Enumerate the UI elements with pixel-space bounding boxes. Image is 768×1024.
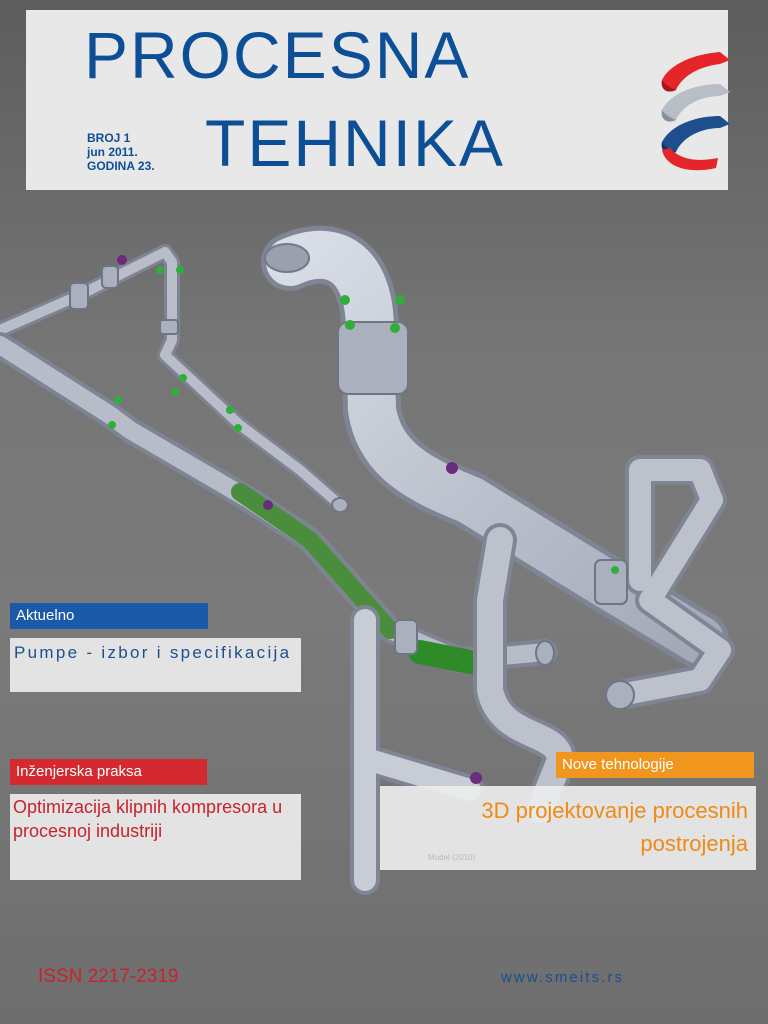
issue-number: BROJ 1 <box>87 131 131 145</box>
section-tag-aktuelno: Aktuelno <box>10 603 208 629</box>
magazine-title-line1: PROCESNA <box>84 18 471 92</box>
website-link[interactable]: www.smeits.rs <box>501 969 625 986</box>
article-teaser-1[interactable] <box>10 638 301 692</box>
article-headline-3: 3D projektovanje procesnih postrojenja <box>481 798 748 856</box>
image-watermark: Model (2010) <box>428 853 476 862</box>
issue-date: jun 2011. <box>87 145 138 159</box>
section-tag-nove-tehnologije: Nove tehnologije <box>556 752 754 778</box>
article-headline-1: Pumpe - izbor i specifikacija <box>14 643 292 662</box>
section-tag-inzenjerska-praksa: Inženjerska praksa <box>10 759 207 785</box>
magazine-title-line2: TEHNIKA <box>205 106 506 180</box>
article-headline-2: Optimizacija klipnih kompresora u procesnoj industriji <box>13 797 283 841</box>
article-teaser-2[interactable] <box>10 794 301 880</box>
issue-year: GODINA 23. <box>87 159 155 173</box>
issn-number: ISSN 2217-2319 <box>38 966 179 987</box>
